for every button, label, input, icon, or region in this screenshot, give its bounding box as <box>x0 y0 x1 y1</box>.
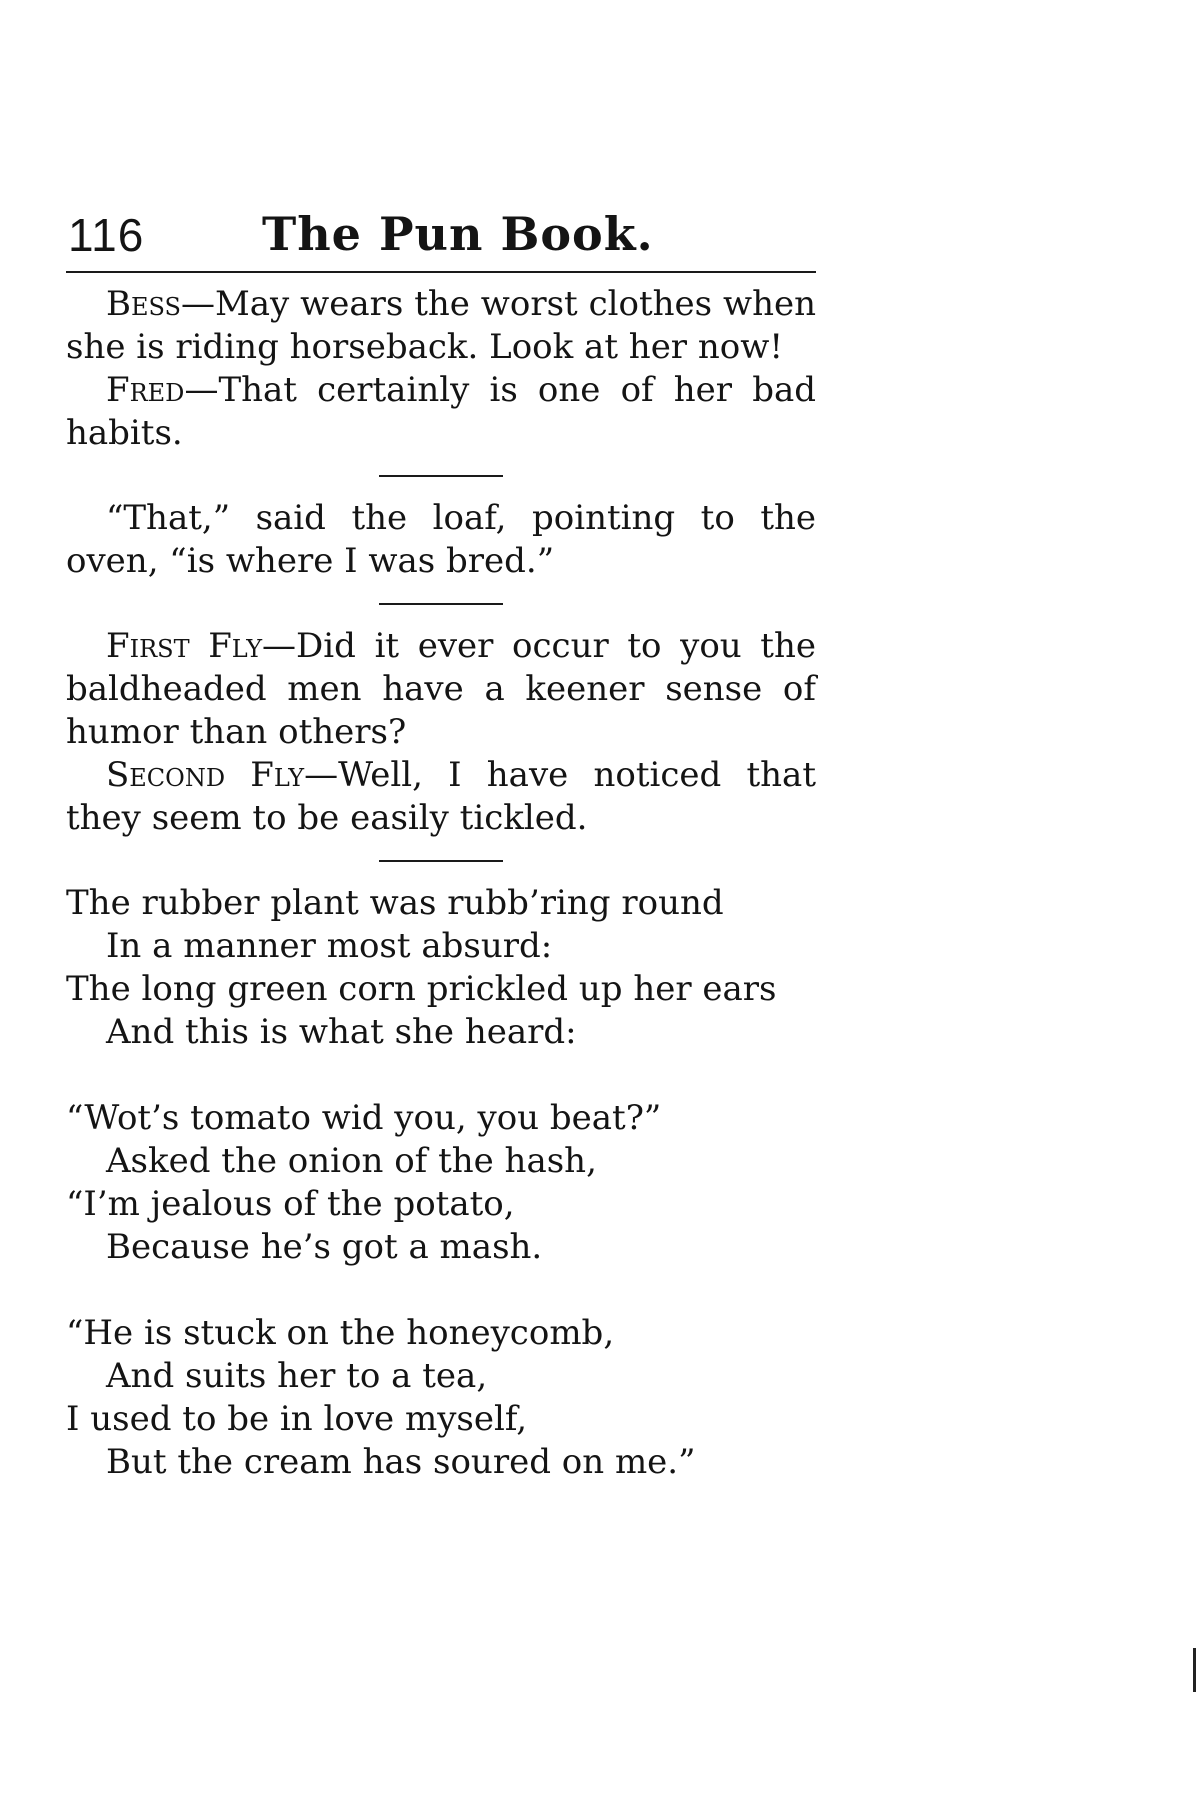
speaker-name: Bess <box>106 284 181 324</box>
page-header <box>66 205 816 273</box>
stanza-gap <box>66 1054 816 1097</box>
verse-line: And suits her to a tea, <box>106 1356 488 1396</box>
verse-line: I used to be in love myself, <box>66 1399 528 1439</box>
verse-line: And this is what she heard: <box>106 1012 577 1052</box>
page-body <box>66 283 816 1484</box>
joke-second-fly-line <box>66 754 816 840</box>
running-title: The Pun Book. <box>262 207 654 261</box>
speaker-name: First Fly <box>106 626 263 666</box>
dialogue-text: —That certainly is one of her bad habits. <box>66 370 816 453</box>
dialogue-text: —Well, I have noticed that they seem to be easily tickled. <box>66 755 816 838</box>
page-number: 116 <box>68 209 145 261</box>
poem-stanza <box>66 1097 816 1269</box>
dialogue-text: —May wears the worst clothes when she is riding horseback. Look at her now! <box>66 284 816 367</box>
verse-line: In a manner most absurd: <box>106 926 553 966</box>
verse-line: “Wot’s tomato wid you, you beat?” <box>66 1098 662 1138</box>
scan-margin-mark <box>1193 1648 1196 1692</box>
verse-line: Because he’s got a mash. <box>106 1227 543 1267</box>
poem-stanza <box>66 1312 816 1484</box>
section-divider <box>379 860 503 862</box>
joke-bess-line <box>66 283 816 369</box>
verse-line: But the cream has soured on me.” <box>106 1442 696 1482</box>
joke-loaf: “That,” said the loaf, pointing to the oven, “is where I was bred.” <box>66 498 816 581</box>
section-divider <box>379 475 503 477</box>
verse-line: “He is stuck on the honeycomb, <box>66 1313 615 1353</box>
verse-line: Asked the onion of the hash, <box>106 1141 597 1181</box>
verse-line: “I’m jealous of the potato, <box>66 1184 515 1224</box>
dialogue-text: —Did it ever occur to you the baldheaded men have a keener sense of humor than others? <box>66 626 816 752</box>
stanza-gap <box>66 1269 816 1312</box>
book-page <box>66 205 816 1484</box>
speaker-name: Fred <box>106 370 185 410</box>
poem <box>66 882 816 1484</box>
joke-first-fly-line <box>66 625 816 754</box>
verse-line: The rubber plant was rubb’ring round <box>66 883 724 923</box>
poem-stanza <box>66 882 816 1054</box>
verse-line: The long green corn prickled up her ears <box>66 969 777 1009</box>
joke-fred-line <box>66 369 816 455</box>
speaker-name: Second Fly <box>106 755 305 795</box>
section-divider <box>379 603 503 605</box>
